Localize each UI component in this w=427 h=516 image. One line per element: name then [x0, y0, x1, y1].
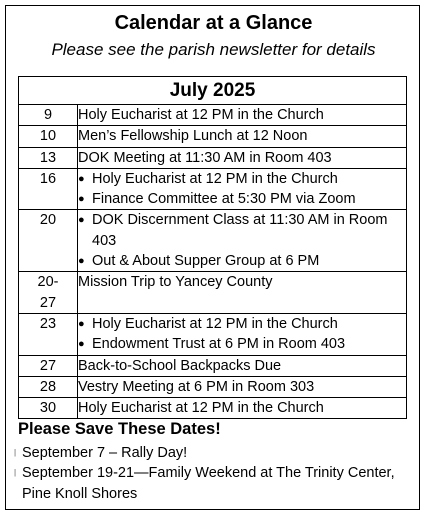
bullet-icon: ● [78, 338, 85, 351]
event-date: 20- 27 [19, 272, 78, 314]
calendar-row [19, 168, 407, 210]
calendar-row [19, 126, 407, 147]
event-cell [78, 376, 407, 397]
event-cell [78, 147, 407, 168]
event-item [78, 251, 406, 271]
calendar-body [19, 105, 407, 419]
event-date: 10 [19, 126, 78, 147]
event-text: Holy Eucharist at 12 PM in the Church [92, 315, 338, 332]
bullet-icon: ● [78, 172, 85, 185]
event-item [78, 210, 406, 251]
save-dates-list [14, 443, 414, 504]
event-date: 9 [19, 105, 78, 126]
calendar-row [19, 398, 407, 419]
bullet-icon: ● [78, 317, 85, 330]
save-dates-title: Please Save These Dates! [18, 420, 221, 438]
save-date-text: September 19-21—Family Weekend at The Trinity Center, Pine Knoll Shores [22, 465, 395, 502]
event-text: Men’s Fellowship Lunch at 12 Noon [78, 128, 308, 145]
event-text: Holy Eucharist at 12 PM in the Church [92, 170, 338, 187]
calendar-row [19, 355, 407, 376]
bullet-icon: ● [78, 214, 85, 227]
calendar-row [19, 105, 407, 126]
bullet-icon: ● [78, 255, 85, 268]
event-cell [78, 210, 407, 272]
calendar-row [19, 313, 407, 355]
calendar-month: July 2025 [19, 77, 407, 105]
bullet-icon: ● [78, 193, 85, 206]
event-text: Mission Trip to Yancey County [78, 274, 273, 291]
event-date: 23 [19, 313, 78, 355]
event-date: 16 [19, 168, 78, 210]
calendar-row [19, 376, 407, 397]
event-cell [78, 168, 407, 210]
calendar-header-row [19, 77, 407, 105]
calendar-row [19, 210, 407, 272]
event-date: 30 [19, 398, 78, 419]
page-title: Calendar at a Glance [114, 12, 313, 34]
event-cell [78, 272, 407, 314]
event-cell [78, 313, 407, 355]
event-item [78, 314, 406, 334]
calendar-row [19, 147, 407, 168]
event-cell [78, 398, 407, 419]
calendar-row [19, 272, 407, 314]
event-cell [78, 355, 407, 376]
event-item [78, 334, 406, 354]
save-date-item [14, 443, 414, 463]
event-text: Back-to-School Backpacks Due [78, 357, 282, 374]
list-marker-icon: | [14, 448, 17, 457]
event-date: 27 [19, 355, 78, 376]
event-text: Holy Eucharist at 12 PM in the Church [78, 107, 324, 123]
event-text: DOK Meeting at 11:30 AM in Room 403 [78, 149, 332, 166]
event-item [78, 189, 406, 209]
event-text: Endowment Trust at 6 PM in Room 403 [92, 336, 346, 353]
event-date: 28 [19, 376, 78, 397]
event-text: DOK Discernment Class at 11:30 AM in Room 403 [92, 212, 388, 249]
save-date-text: September 7 – Rally Day! [22, 445, 188, 461]
event-text: Out & About Supper Group at 6 PM [92, 253, 320, 270]
event-cell [78, 105, 407, 126]
event-text: Vestry Meeting at 6 PM in Room 303 [78, 378, 315, 395]
calendar-table [18, 76, 407, 419]
list-marker-icon: | [14, 468, 17, 478]
event-cell [78, 126, 407, 147]
event-date: 20 [19, 210, 78, 272]
event-date: 13 [19, 147, 78, 168]
page-subtitle: Please see the parish newsletter for details [51, 40, 376, 59]
save-date-item [14, 463, 414, 504]
event-text: Holy Eucharist at 12 PM in the Church [78, 400, 324, 417]
event-text: Finance Committee at 5:30 PM via Zoom [92, 191, 356, 208]
event-item [78, 169, 406, 189]
